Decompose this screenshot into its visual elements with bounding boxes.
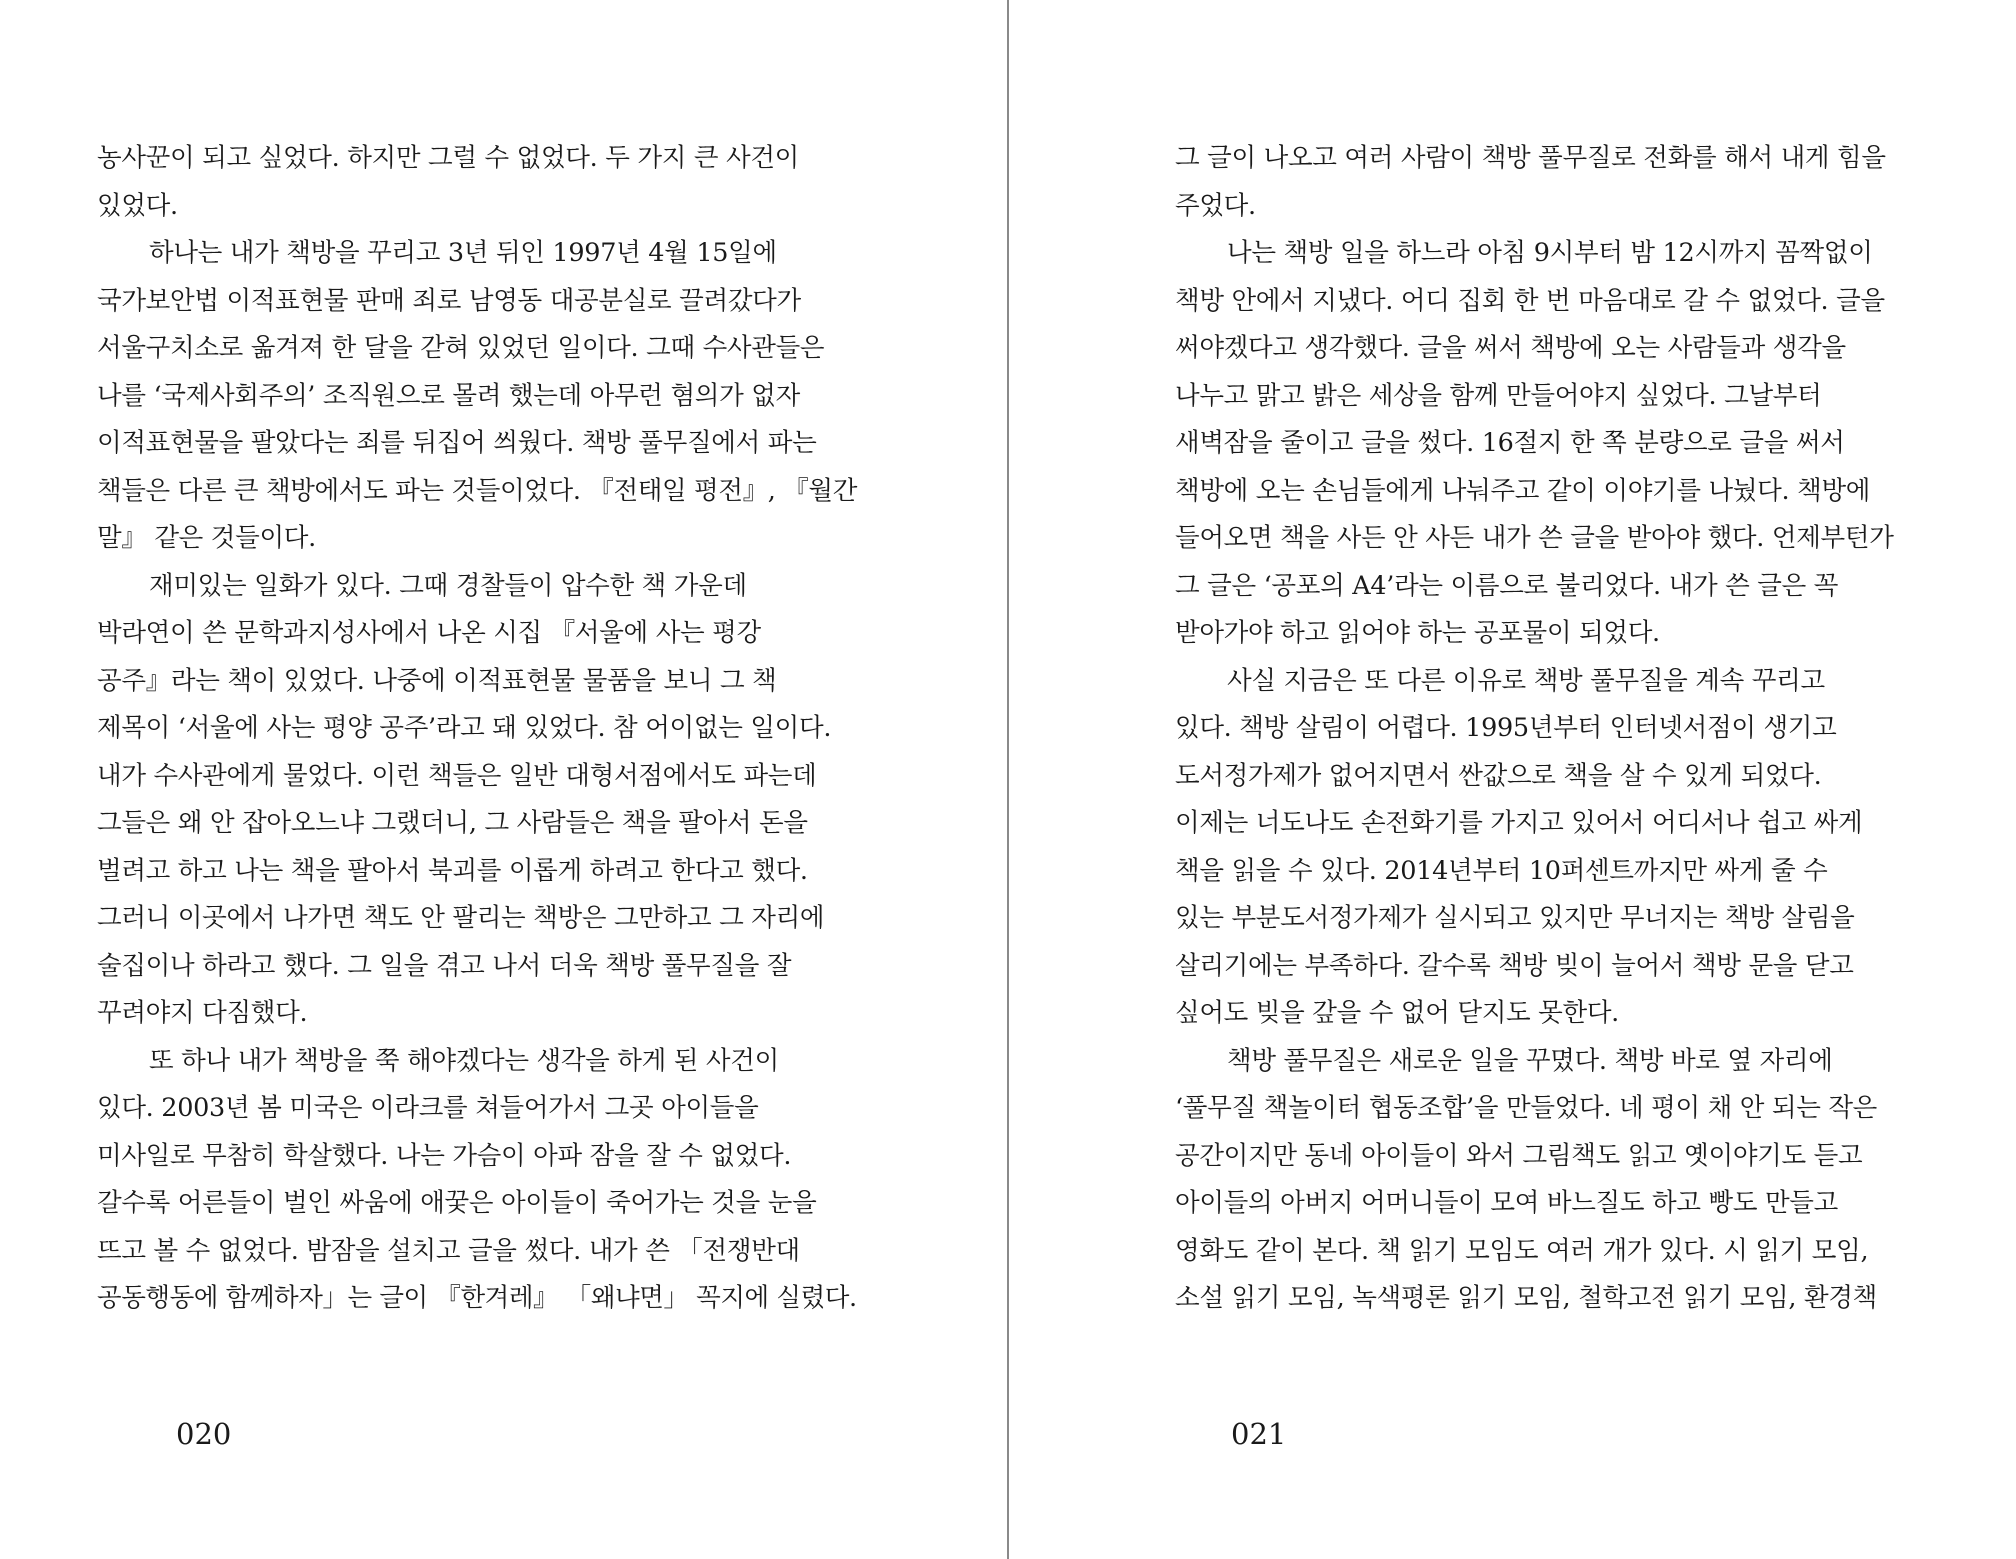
text-line: 국가보안법 이적표현물 판매 죄로 남영동 대공분실로 끌려갔다가 bbox=[97, 285, 801, 316]
text-line: 나를 ‘국제사회주의’ 조직원으로 몰려 했는데 아무런 혐의가 없자 bbox=[97, 380, 800, 411]
text-line: 꾸려야지 다짐했다. bbox=[97, 998, 308, 1028]
text-line: ‘풀무질 책놀이터 협동조합’을 만들었다. 네 평이 채 안 되는 작은 bbox=[1175, 1093, 1877, 1123]
text-line: 있었다. bbox=[97, 190, 178, 221]
text-line: 책을 읽을 수 있다. 2014년부터 10퍼센트까지만 싸게 줄 수 bbox=[1175, 855, 1828, 886]
text-line: 책방 안에서 지냈다. 어디 집회 한 번 마음대로 갈 수 없었다. 글을 bbox=[1175, 285, 1885, 316]
text-line: 술집이나 하라고 했다. 그 일을 겪고 나서 더욱 책방 풀무질을 잘 bbox=[97, 950, 792, 981]
text-line: 책들은 다른 큰 책방에서도 파는 것들이었다. 『전태일 평전』, 『월간 bbox=[97, 475, 857, 506]
text-line: 아이들의 아버지 어머니들이 모여 바느질도 하고 빵도 만들고 bbox=[1175, 1188, 1838, 1218]
left-page-body-text bbox=[97, 135, 857, 1323]
right-page-body-text bbox=[1175, 135, 1935, 1323]
text-line: 사실 지금은 또 다른 이유로 책방 풀무질을 계속 꾸리고 bbox=[1227, 665, 1825, 696]
text-line: 나누고 맑고 밝은 세상을 함께 만들어야지 싶었다. 그날부터 bbox=[1175, 380, 1822, 411]
text-line: 서울구치소로 옮겨져 한 달을 갇혀 있었던 일이다. 그때 수사관들은 bbox=[97, 333, 825, 363]
text-line: 공동행동에 함께하자」는 글이 『한겨레』 「왜냐면」 꼭지에 실렸다. bbox=[97, 1283, 857, 1313]
text-line: 써야겠다고 생각했다. 글을 써서 책방에 오는 사람들과 생각을 bbox=[1175, 333, 1846, 363]
text-line: 갈수록 어른들이 벌인 싸움에 애꿎은 아이들이 죽어가는 것을 눈을 bbox=[97, 1188, 817, 1218]
text-line: 소설 읽기 모임, 녹색평론 읽기 모임, 철학고전 읽기 모임, 환경책 bbox=[1175, 1283, 1877, 1313]
right-page-number: 021 bbox=[1231, 1417, 1287, 1451]
text-line: 영화도 같이 본다. 책 읽기 모임도 여러 개가 있다. 시 읽기 모임, bbox=[1175, 1235, 1869, 1266]
text-line: 공간이지만 동네 아이들이 와서 그림책도 읽고 옛이야기도 듣고 bbox=[1175, 1140, 1863, 1171]
text-line: 하나는 내가 책방을 꾸리고 3년 뒤인 1997년 4월 15일에 bbox=[149, 238, 777, 268]
text-line: 들어오면 책을 사든 안 사든 내가 쓴 글을 받아야 했다. 언제부턴가 bbox=[1175, 523, 1894, 553]
text-line: 책방 풀무질은 새로운 일을 꾸몄다. 책방 바로 옆 자리에 bbox=[1227, 1045, 1833, 1076]
text-line: 살리기에는 부족하다. 갈수록 책방 빚이 늘어서 책방 문을 닫고 bbox=[1175, 950, 1854, 981]
text-line: 나는 책방 일을 하느라 아침 9시부터 밤 12시까지 꼼짝없이 bbox=[1227, 238, 1873, 268]
text-line: 또 하나 내가 책방을 쭉 해야겠다는 생각을 하게 된 사건이 bbox=[149, 1045, 779, 1076]
text-line: 있다. 책방 살림이 어렵다. 1995년부터 인터넷서점이 생기고 bbox=[1175, 713, 1837, 743]
text-line: 도서정가제가 없어지면서 싼값으로 책을 살 수 있게 되었다. bbox=[1175, 760, 1822, 791]
left-page bbox=[0, 0, 1007, 1559]
text-line: 책방에 오는 손님들에게 나눠주고 같이 이야기를 나눴다. 책방에 bbox=[1175, 475, 1871, 506]
text-line: 제목이 ‘서울에 사는 평양 공주’라고 돼 있었다. 참 어이없는 일이다. bbox=[97, 713, 832, 743]
text-line: 벌려고 하고 나는 책을 팔아서 북괴를 이롭게 하려고 한다고 했다. bbox=[97, 855, 808, 886]
text-line: 공주』라는 책이 있었다. 나중에 이적표현물 물품을 보니 그 책 bbox=[97, 665, 777, 696]
right-page bbox=[1009, 0, 2016, 1559]
text-line: 말』 같은 것들이다. bbox=[97, 523, 316, 553]
text-line: 주었다. bbox=[1175, 190, 1256, 221]
text-line: 그 글은 ‘공포의 A4’라는 이름으로 불리었다. 내가 쓴 글은 꼭 bbox=[1175, 570, 1839, 601]
text-line: 재미있는 일화가 있다. 그때 경찰들이 압수한 책 가운데 bbox=[149, 570, 747, 601]
text-line: 있는 부분도서정가제가 실시되고 있지만 무너지는 책방 살림을 bbox=[1175, 903, 1855, 933]
left-page-number: 020 bbox=[176, 1417, 232, 1451]
text-line: 미사일로 무참히 학살했다. 나는 가슴이 아파 잠을 잘 수 없었다. bbox=[97, 1140, 792, 1171]
text-line: 박라연이 쓴 문학과지성사에서 나온 시집 『서울에 사는 평강 bbox=[97, 618, 761, 648]
text-line: 이적표현물을 팔았다는 죄를 뒤집어 씌웠다. 책방 풀무질에서 파는 bbox=[97, 428, 817, 458]
text-line: 받아가야 하고 읽어야 하는 공포물이 되었다. bbox=[1175, 618, 1660, 648]
text-line: 있다. 2003년 봄 미국은 이라크를 쳐들어가서 그곳 아이들을 bbox=[97, 1093, 759, 1123]
text-line: 이제는 너도나도 손전화기를 가지고 있어서 어디서나 쉽고 싸게 bbox=[1175, 808, 1863, 838]
text-line: 뜨고 볼 수 없었다. 밤잠을 설치고 글을 썼다. 내가 쓴 「전쟁반대 bbox=[97, 1235, 800, 1266]
text-line: 싶어도 빚을 갚을 수 없어 닫지도 못한다. bbox=[1175, 998, 1619, 1028]
text-line: 그 글이 나오고 여러 사람이 책방 풀무질로 전화를 해서 내게 힘을 bbox=[1175, 143, 1886, 173]
text-line: 새벽잠을 줄이고 글을 썼다. 16절지 한 쪽 분량으로 글을 써서 bbox=[1175, 428, 1845, 458]
text-line: 농사꾼이 되고 싶었다. 하지만 그럴 수 없었다. 두 가지 큰 사건이 bbox=[97, 143, 799, 173]
text-line: 그들은 왜 안 잡아오느냐 그랬더니, 그 사람들은 책을 팔아서 돈을 bbox=[97, 808, 808, 838]
text-line: 내가 수사관에게 물었다. 이런 책들은 일반 대형서점에서도 파는데 bbox=[97, 760, 817, 791]
text-line: 그러니 이곳에서 나가면 책도 안 팔리는 책방은 그만하고 그 자리에 bbox=[97, 903, 825, 933]
